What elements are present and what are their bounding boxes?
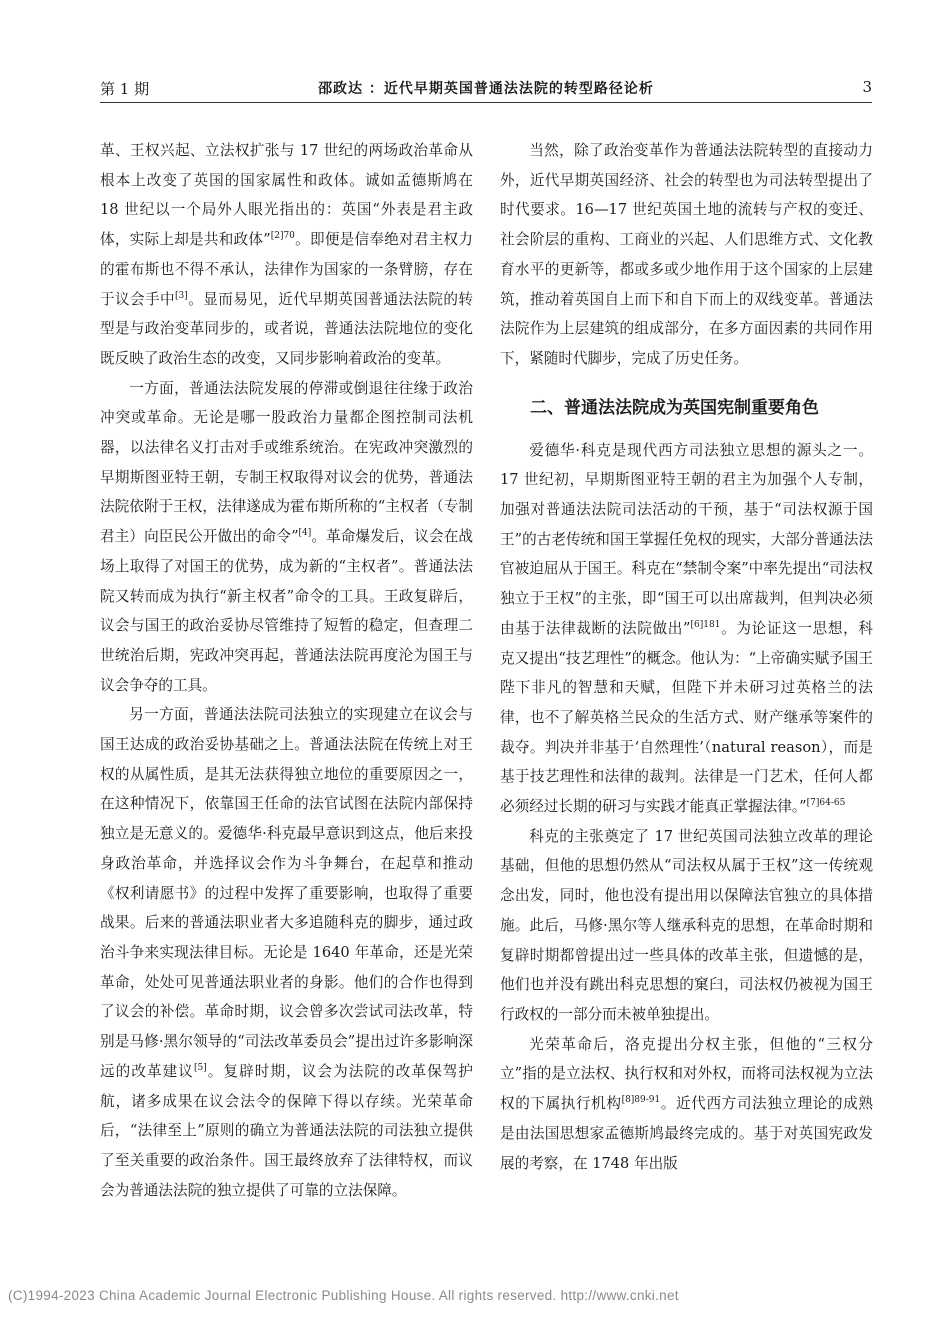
left-column xyxy=(100,136,473,1205)
text-run: 革、王权兴起、立法权扩张与 17 世纪的两场政治革命从根本上改变了英国的国家属性和政体。诚如孟德斯鸠在 18 世纪以一个局外人眼光指出的：英国“外表是君主政体，实际上却是共和政体” xyxy=(100,142,473,249)
text-run: 。复辟时期，议会为法院的改革保驾护航，诸多成果在议会法令的保障下得以存续。光荣革命后，“法律至上”原则的确立为普通法法院的司法独立提供了至关重要的政治条件。国王最终放弃了法律特权，而议会为普通法法院的独立提供了可靠的立法保障。 xyxy=(100,1062,473,1199)
body-paragraph xyxy=(100,136,473,374)
copyright-footer: (C)1994-2023 China Academic Journal Electronic Publishing House. All rights reserved. http://www.cnki.net xyxy=(8,1288,679,1303)
citation-ref: [8]89-91 xyxy=(621,1095,661,1106)
citation-ref: [2]70 xyxy=(270,231,295,242)
section-heading: 二、普通法法院成为英国宪制重要角色 xyxy=(530,397,819,418)
text-run: 另一方面，普通法法院司法独立的实现建立在议会与国王达成的政治妥协基础之上。普通法法院在传统上对王权的从属性质，是其无法获得独立地位的重要原因之一，在这种情况下，依靠国王任命的法官试图在法院内部保持独立是无意义的。爱德华·科克最早意识到这点，他后来投身政治革命，并选择议会作为斗争舞台，在起草和推动《权利请愿书》的过程中发挥了重要影响，也取得了重要战果。后来的普通法职业者大多追随科克的脚步，通过政治斗争来实现法律目标。无论是 1640 年革命，还是光荣革命，处处可见普通法职业者的身影。他们的合作也得到了议会的补偿。革命时期，议会曾多次尝试司法改革，特别是马修·黑尔领导的“司法改革委员会”提出过许多影响深远的改革建议 xyxy=(100,706,473,1080)
body-paragraph xyxy=(500,436,873,822)
running-header xyxy=(100,76,872,103)
citation-ref: [5] xyxy=(193,1062,207,1073)
text-run: 。近代西方司法独立理论的成熟是由法国思想家孟德斯鸠最终完成的。基于对英国宪政发展的考察，在 1748 年出版 xyxy=(500,1095,873,1172)
citation-ref: [7]64-65 xyxy=(806,798,846,809)
body-paragraph xyxy=(100,700,473,1205)
text-run: 爱德华·科克是现代西方司法独立思想的源头之一。17 世纪初，早期斯图亚特王朝的君主为加强个人专制，加强对普通法法院司法活动的干预，基于“司法权源于国王”的古老传统和国王掌握任免权的现实，大部分普通法法官被迫屈从于国王。科克在“禁制令案”中率先提出“司法权独立于王权”的主张，即“国王可以出席裁判，但判决必须由基于法律裁断的法院做出” xyxy=(500,441,873,637)
issue-number: 第 1 期 xyxy=(100,80,150,98)
text-run: 。为论证这一思想，科克又提出“技艺理性”的概念。他认为：“上帝确实赋予国王陛下非凡的智慧和天赋，但陛下并未研习过英格兰的法律，也不了解英格兰民众的生活方式、财产继承等案件的裁夺。判决并非基于‘自然理性’（natural reason），而是基于技艺理性和法律的裁判。法律是一门艺术，任何人都必须经过长期的研习与实践才能真正掌握法律。” xyxy=(500,619,873,816)
citation-ref: [3] xyxy=(175,290,188,301)
citation-ref: [6]181 xyxy=(690,619,721,630)
citation-ref: [4] xyxy=(298,528,312,539)
body-paragraph xyxy=(500,136,873,374)
article-title: 邵政达 ：近代早期英国普通法法院的转型路径论析 xyxy=(318,81,654,97)
right-column xyxy=(500,136,873,1178)
page-number: 3 xyxy=(862,78,872,96)
text-run: 科克的主张奠定了 17 世纪英国司法独立改革的理论基础，但他的思想仍然从“司法权从属于王权”这一传统观念出发，同时，他也没有提出用以保障法官独立的具体措施。此后，马修·黑尔等人继承科克的思想，在革命时期和复辟时期都曾提出过一些具体的改革主张，但遗憾的是，他们也并没有跳出科克思想的窠臼，司法权仍被视为国王行政权的一部分而未被单独提出。 xyxy=(500,827,873,1023)
body-paragraph xyxy=(100,374,473,701)
body-paragraph xyxy=(500,822,873,1030)
text-run: 。革命爆发后，议会在战场上取得了对国王的优势，成为新的“主权者”。普通法法院又转而成为执行“新主权者”命令的工具。王政复辟后，议会与国王的政治妥协尽管维持了短暂的稳定，但查理二世统治后期，宪政冲突再起，普通法法院再度沦为国王与议会争夺的工具。 xyxy=(100,528,473,694)
text-run: 。即便是信奉绝对君主权力的霍布斯也不得不承认，法律作为国家的一条臂膀，存在于议会手中 xyxy=(100,231,473,308)
text-run: 光荣革命后，洛克提出分权主张，但他的“三权分立”指的是立法权、执行权和对外权，而将司法权视为立法权的下属执行机构 xyxy=(500,1035,873,1113)
text-run: 当然，除了政治变革作为普通法法院转型的直接动力外，近代早期英国经济、社会的转型也为司法转型提出了时代要求。16—17 世纪英国土地的流转与产权的变迁、社会阶层的重构、工商业的兴起、人们思维方式、文化教育水平的更新等，都或多或少地作用于这个国家的上层建筑，推动着英国自上而下和自下而上的双线变革。普通法法院作为上层建筑的组成部分，在多方面因素的共同作用下，紧随时代脚步，完成了历史任务。 xyxy=(500,142,873,367)
body-paragraph xyxy=(500,1030,873,1179)
text-run: 。显而易见，近代早期英国普通法法院的转型是与政治变革同步的，或者说，普通法法院地位的变化既反映了政治生态的改变，又同步影响着政治的变革。 xyxy=(100,290,473,367)
text-run: 一方面，普通法法院发展的停滞或倒退往往缘于政治冲突或革命。无论是哪一股政治力量都企图控制司法机器，以法律名义打击对手或维系统治。在宪政冲突激烈的早期斯图亚特王朝，专制王权取得对议会的优势，普通法法院依附于王权，法律遂成为霍布斯所称的“主权者（专制君主）向臣民公开做出的命令” xyxy=(100,379,473,546)
